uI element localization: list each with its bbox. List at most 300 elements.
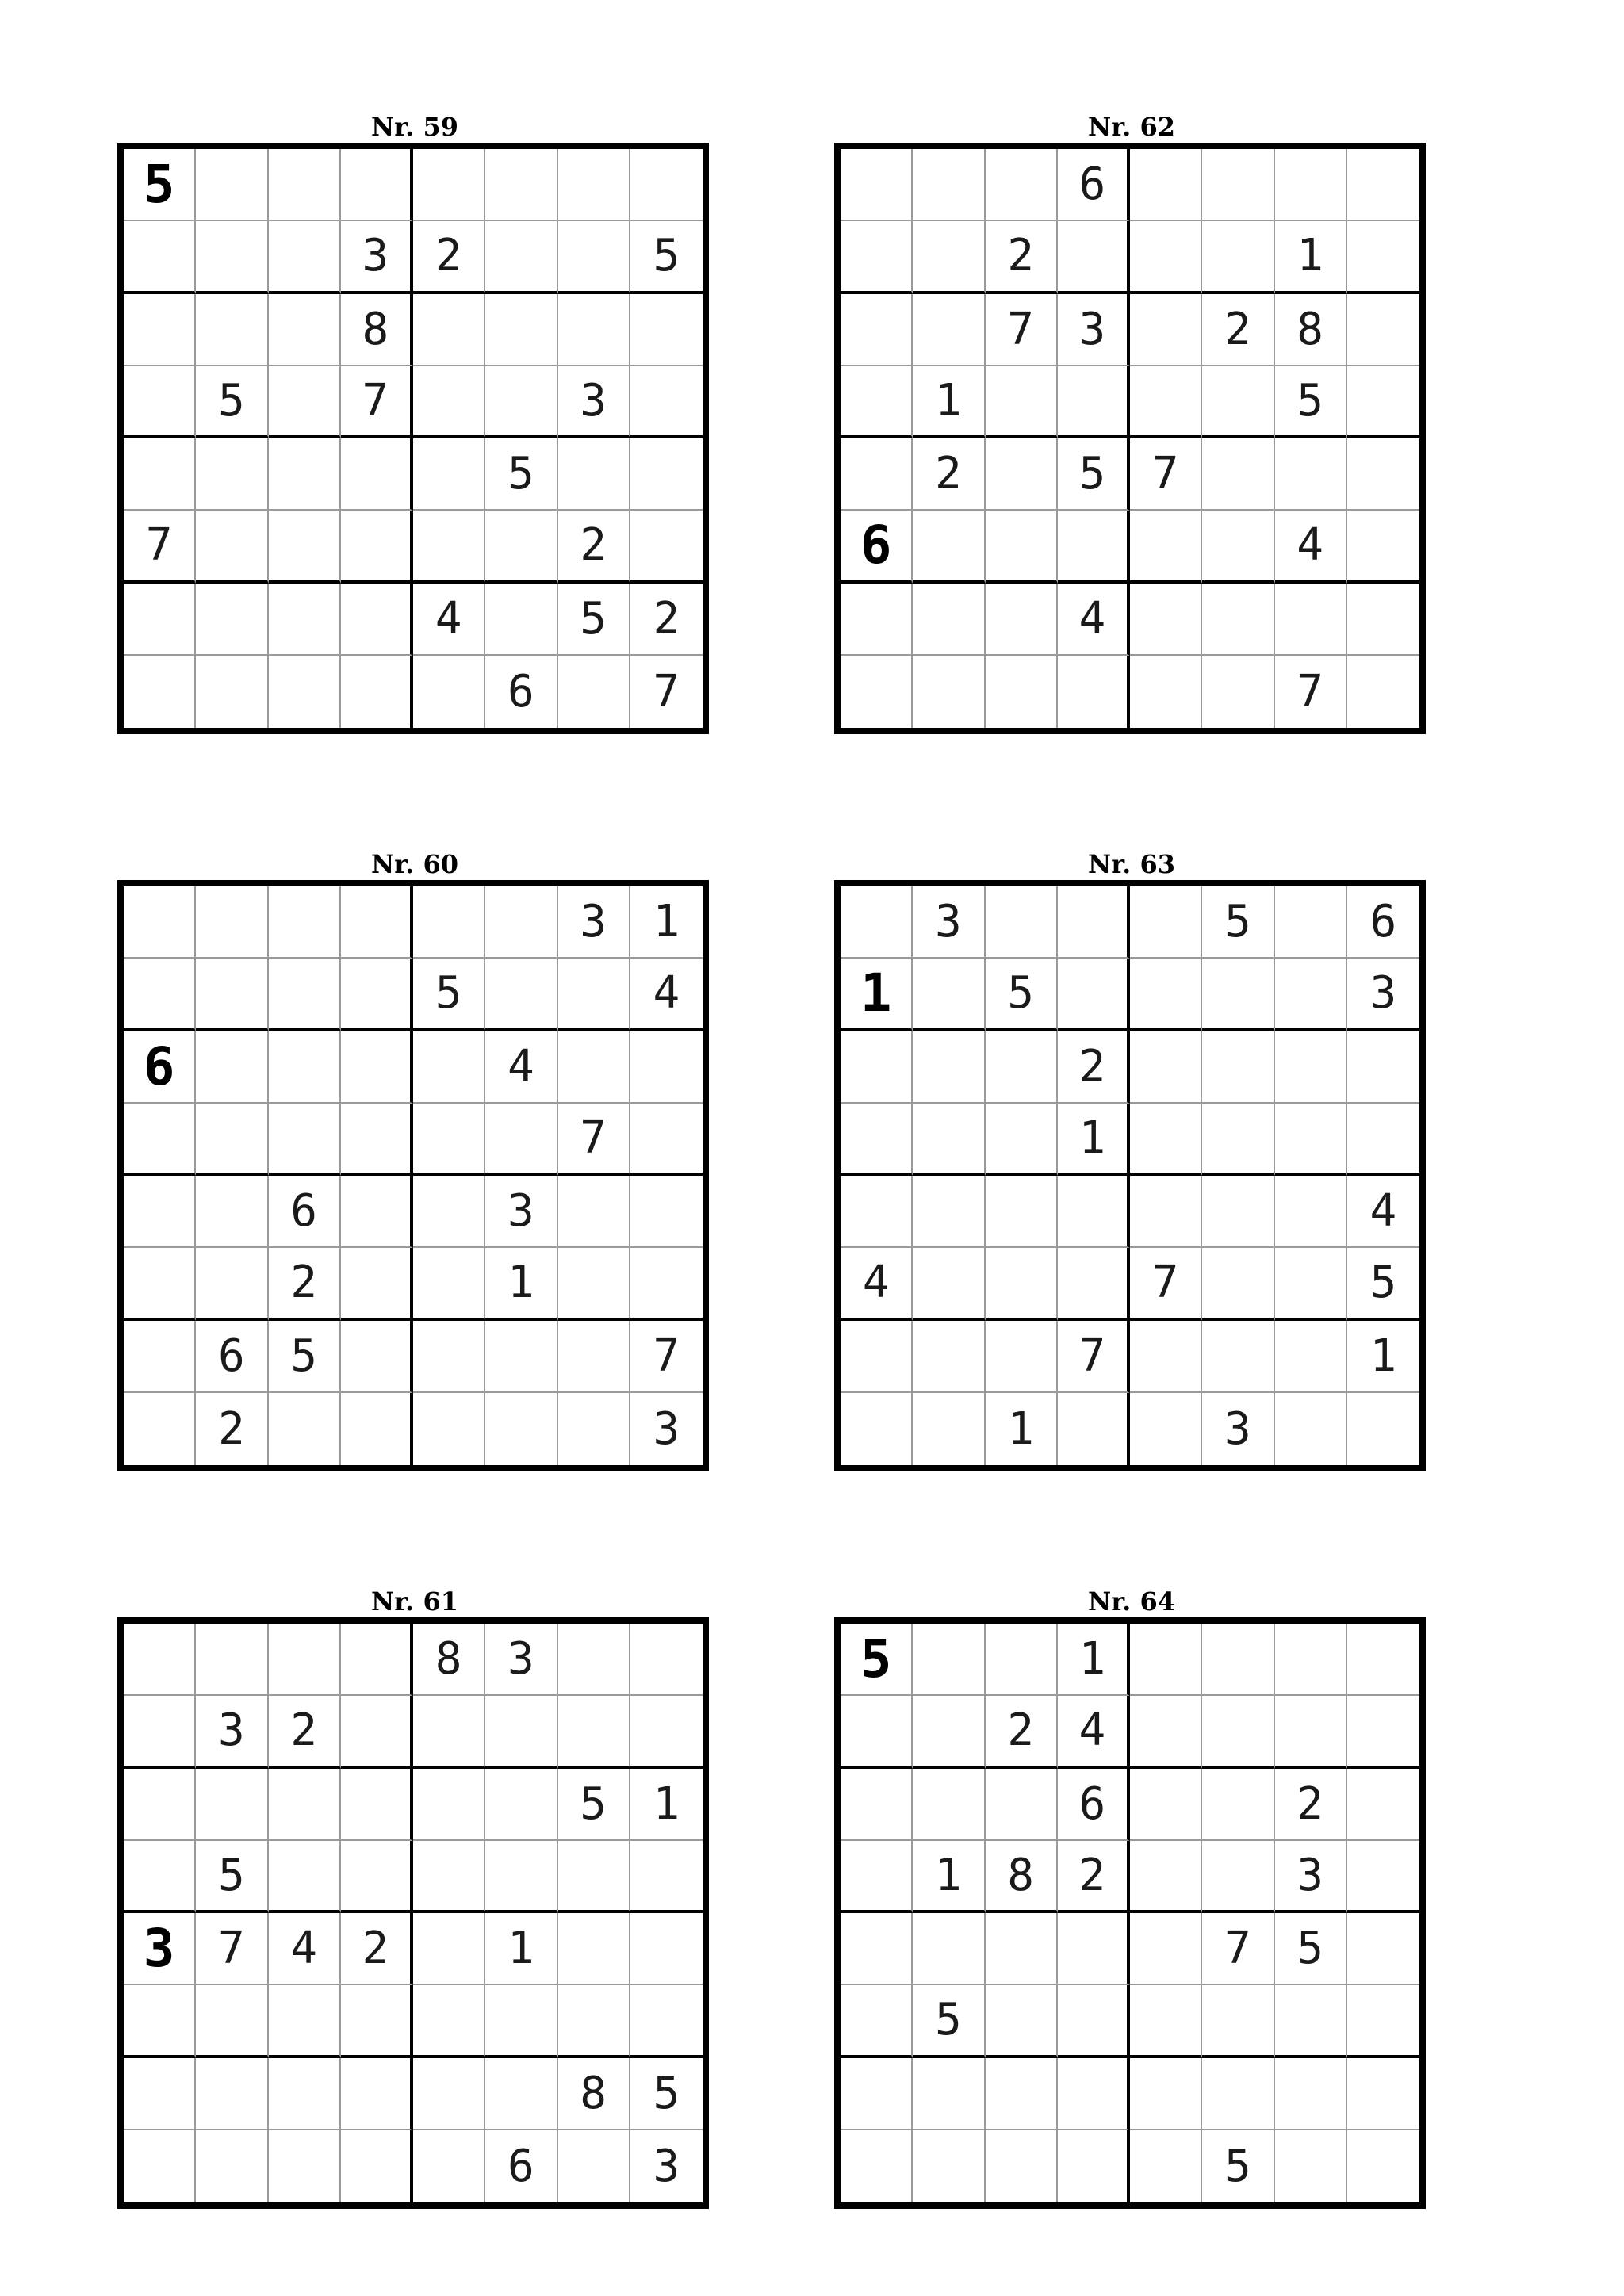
grid-cell[interactable] [841,1321,913,1393]
grid-cell[interactable] [269,656,341,728]
grid-cell[interactable] [1058,1248,1130,1320]
grid-cell[interactable] [485,2058,557,2130]
grid-cell[interactable] [1130,149,1202,221]
grid-cell[interactable] [341,1985,413,2057]
grid-cell[interactable] [269,2130,341,2202]
grid-cell[interactable]: 3 [196,1696,268,1768]
grid-cell[interactable] [1058,656,1130,728]
grid-cell[interactable] [630,1248,703,1320]
grid-cell[interactable] [413,1841,485,1913]
grid-cell[interactable] [1058,2130,1130,2202]
grid-cell[interactable] [485,1104,557,1176]
grid-cell[interactable] [1347,1104,1419,1176]
grid-cell[interactable] [986,1913,1058,1985]
grid-cell[interactable]: 1 [485,1913,557,1985]
grid-cell[interactable]: 1 [1347,1321,1419,1393]
grid-cell[interactable]: 8 [413,1624,485,1696]
grid-cell[interactable] [269,1985,341,2057]
grid-cell[interactable] [1130,1624,1202,1696]
grid-cell[interactable] [841,1913,913,1985]
grid-cell[interactable] [841,1176,913,1248]
grid-cell[interactable] [841,1841,913,1913]
grid-cell[interactable] [196,656,268,728]
grid-cell[interactable] [630,1031,703,1104]
grid-cell[interactable]: 5 [558,1769,630,1841]
grid-cell[interactable] [341,886,413,959]
grid-cell[interactable]: 5 [124,149,196,221]
grid-cell[interactable] [124,1248,196,1320]
grid-cell[interactable]: 4 [1058,584,1130,656]
grid-cell[interactable] [341,2058,413,2130]
grid-cell[interactable] [1202,2058,1274,2130]
grid-cell[interactable] [124,1696,196,1768]
grid-cell[interactable]: 3 [913,886,985,959]
grid-cell[interactable]: 3 [653,1402,680,1455]
grid-cell[interactable] [124,886,196,959]
grid-cell[interactable] [1202,1031,1274,1104]
grid-cell[interactable] [1202,1104,1274,1176]
grid-cell[interactable]: 5 [1202,886,1274,959]
grid-cell[interactable] [913,2058,985,2130]
grid-cell[interactable] [341,1769,413,1841]
grid-cell[interactable]: 1 [913,1841,985,1913]
grid-cell[interactable]: 1 [1058,1624,1130,1696]
grid-cell[interactable] [196,1104,268,1176]
grid-cell[interactable] [341,1841,413,1913]
grid-cell[interactable] [558,656,630,728]
grid-cell[interactable] [913,1769,985,1841]
grid-cell[interactable]: 6 [196,1321,268,1393]
grid-cell[interactable] [1130,1696,1202,1768]
grid-cell[interactable] [1347,438,1419,511]
grid-cell[interactable] [986,511,1058,583]
grid-cell[interactable]: 2 [1275,1769,1347,1841]
grid-cell[interactable]: 4 [413,584,485,656]
grid-cell[interactable] [413,1104,485,1176]
grid-cell[interactable] [124,2130,196,2202]
grid-cell[interactable] [413,1248,485,1320]
grid-cell[interactable] [124,1176,196,1248]
grid-cell[interactable] [1202,656,1274,728]
grid-cell[interactable]: 7 [1130,438,1202,511]
grid-cell[interactable] [1130,1841,1202,1913]
grid-cell[interactable] [1275,1321,1347,1393]
grid-cell[interactable] [630,1696,703,1768]
grid-cell[interactable] [1275,959,1347,1031]
grid-cell[interactable] [630,1913,703,1985]
grid-cell[interactable] [124,438,196,511]
grid-cell[interactable]: 1 [630,886,703,959]
grid-cell[interactable] [558,1624,630,1696]
grid-cell[interactable] [413,886,485,959]
grid-cell[interactable] [341,1393,413,1465]
grid-cell[interactable]: 1 [986,1393,1058,1465]
grid-cell[interactable]: 7 [1130,1248,1202,1320]
grid-cell[interactable] [630,1985,703,2057]
grid-cell[interactable] [196,1248,268,1320]
grid-cell[interactable] [1130,1985,1202,2057]
grid-cell[interactable] [841,656,913,728]
grid-cell[interactable] [269,366,341,438]
grid-cell[interactable] [196,1624,268,1696]
grid-cell[interactable] [269,1624,341,1696]
grid-cell[interactable]: 3 [1275,1841,1347,1913]
grid-cell[interactable] [124,1841,196,1913]
grid-cell[interactable] [1347,294,1419,366]
grid-cell[interactable] [841,438,913,511]
grid-cell[interactable] [1347,1393,1419,1465]
grid-cell[interactable] [1202,1696,1274,1768]
grid-cell[interactable] [124,1393,196,1465]
grid-cell[interactable] [1275,1176,1347,1248]
grid-cell[interactable] [413,149,485,221]
grid-cell[interactable] [341,1624,413,1696]
grid-cell[interactable] [124,584,196,656]
grid-cell[interactable]: 1 [913,366,985,438]
grid-cell[interactable] [1202,1248,1274,1320]
grid-cell[interactable]: 5 [630,221,703,293]
grid-cell[interactable] [1058,511,1130,583]
grid-cell[interactable] [1130,886,1202,959]
grid-cell[interactable]: 2 [269,1696,341,1768]
grid-cell[interactable] [341,656,413,728]
grid-cell[interactable] [913,1696,985,1768]
grid-cell[interactable] [1347,656,1419,728]
grid-cell[interactable]: 5 [1202,2130,1274,2202]
grid-cell[interactable] [341,584,413,656]
grid-cell[interactable] [841,1696,913,1768]
grid-cell[interactable] [1130,221,1202,293]
grid-cell[interactable] [269,438,341,511]
grid-cell[interactable]: 7 [1275,656,1347,728]
grid-cell[interactable] [1202,1321,1274,1393]
grid-cell[interactable] [913,511,985,583]
grid-cell[interactable] [986,2130,1058,2202]
grid-cell[interactable]: 2 [269,1248,341,1320]
grid-cell[interactable] [196,2058,268,2130]
grid-cell[interactable] [1275,2058,1347,2130]
grid-cell[interactable] [986,1176,1058,1248]
grid-cell[interactable] [269,294,341,366]
grid-cell[interactable] [413,2130,485,2202]
grid-cell[interactable]: 2 [913,438,985,511]
grid-cell[interactable] [196,221,268,293]
grid-cell[interactable] [196,1769,268,1841]
grid-cell[interactable] [558,149,630,221]
grid-cell[interactable] [1275,886,1347,959]
grid-cell[interactable] [413,1321,485,1393]
grid-cell[interactable] [913,1248,985,1320]
grid-cell[interactable] [841,1393,913,1465]
grid-cell[interactable] [1130,1321,1202,1393]
grid-cell[interactable] [269,1393,341,1465]
grid-cell[interactable] [1347,584,1419,656]
grid-cell[interactable]: 8 [1275,294,1347,366]
grid-cell[interactable] [196,438,268,511]
grid-cell[interactable] [413,294,485,366]
grid-cell[interactable] [1347,1913,1419,1985]
grid-cell[interactable] [485,366,557,438]
grid-cell[interactable]: 2 [341,1913,413,1985]
grid-cell[interactable] [1275,1696,1347,1768]
grid-cell[interactable] [341,1031,413,1104]
grid-cell[interactable] [1202,1624,1274,1696]
grid-cell[interactable]: 5 [485,438,557,511]
grid-cell[interactable]: 5 [413,959,485,1031]
grid-cell[interactable] [196,1031,268,1104]
grid-cell[interactable] [485,1696,557,1768]
grid-cell[interactable] [558,1248,630,1320]
grid-cell[interactable]: 5 [1058,438,1130,511]
grid-cell[interactable] [630,438,703,511]
grid-cell[interactable]: 7 [558,1104,630,1176]
grid-cell[interactable] [124,221,196,293]
grid-cell[interactable] [630,149,703,221]
grid-cell[interactable] [1202,366,1274,438]
grid-cell[interactable]: 2 [413,221,485,293]
grid-cell[interactable] [1202,1176,1274,1248]
grid-cell[interactable] [1347,1769,1419,1841]
grid-cell[interactable] [124,2058,196,2130]
grid-cell[interactable]: 6 [269,1176,341,1248]
grid-cell[interactable] [485,1321,557,1393]
grid-cell[interactable] [558,1841,630,1913]
grid-cell[interactable] [124,1104,196,1176]
grid-cell[interactable] [1275,438,1347,511]
grid-cell[interactable]: 5 [841,1624,913,1696]
grid-cell[interactable]: 6 [485,656,557,728]
grid-cell[interactable] [986,656,1058,728]
grid-cell[interactable]: 2 [1202,294,1274,366]
grid-cell[interactable] [413,1176,485,1248]
grid-cell[interactable] [913,1913,985,1985]
grid-cell[interactable] [630,1624,703,1696]
grid-cell[interactable] [1347,511,1419,583]
grid-cell[interactable] [1130,1031,1202,1104]
grid-cell[interactable]: 6 [1058,149,1130,221]
grid-cell[interactable]: 2 [986,221,1058,293]
grid-cell[interactable] [1130,1104,1202,1176]
grid-cell[interactable] [1058,1176,1130,1248]
grid-cell[interactable] [986,584,1058,656]
grid-cell[interactable] [341,438,413,511]
grid-cell[interactable]: 2 [986,1696,1058,1768]
grid-cell[interactable] [196,1985,268,2057]
grid-cell[interactable] [630,1841,703,1913]
grid-cell[interactable]: 8 [341,294,413,366]
grid-cell[interactable] [196,584,268,656]
grid-cell[interactable] [913,294,985,366]
grid-cell[interactable] [1058,886,1130,959]
grid-cell[interactable]: 4 [630,959,703,1031]
grid-cell[interactable] [341,1696,413,1768]
grid-cell[interactable] [1347,366,1419,438]
grid-cell[interactable] [341,1321,413,1393]
grid-cell[interactable]: 5 [196,1841,268,1913]
grid-cell[interactable] [1347,1031,1419,1104]
grid-cell[interactable] [341,511,413,583]
grid-cell[interactable] [485,1841,557,1913]
grid-cell[interactable]: 7 [986,294,1058,366]
grid-cell[interactable] [341,1248,413,1320]
grid-cell[interactable] [558,1031,630,1104]
grid-cell[interactable] [485,1985,557,2057]
grid-cell[interactable] [558,1696,630,1768]
grid-cell[interactable]: 3 [1058,294,1130,366]
grid-cell[interactable]: 5 [1347,1248,1419,1320]
grid-cell[interactable] [558,1393,630,1465]
grid-cell[interactable] [558,1913,630,1985]
grid-cell[interactable] [1130,959,1202,1031]
grid-cell[interactable] [986,1624,1058,1696]
grid-cell[interactable]: 3 [485,1176,557,1248]
grid-cell[interactable] [1347,2130,1419,2202]
grid-cell[interactable] [1275,1393,1347,1465]
grid-cell[interactable] [124,1321,196,1393]
grid-cell[interactable] [124,1985,196,2057]
grid-cell[interactable] [986,366,1058,438]
grid-cell[interactable]: 6 [1058,1769,1130,1841]
grid-cell[interactable]: 1 [841,959,913,1031]
grid-cell[interactable]: 4 [841,1248,913,1320]
grid-cell[interactable] [485,584,557,656]
grid-cell[interactable] [196,2130,268,2202]
grid-cell[interactable]: 3 [485,1624,557,1696]
grid-cell[interactable] [124,656,196,728]
grid-cell[interactable] [630,366,703,438]
grid-cell[interactable] [913,1321,985,1393]
grid-cell[interactable]: 5 [630,2058,703,2130]
grid-cell[interactable]: 6 [1347,886,1419,959]
grid-cell[interactable] [913,959,985,1031]
grid-cell[interactable]: 4 [1347,1176,1419,1248]
grid-cell[interactable]: 4 [1058,1696,1130,1768]
grid-cell[interactable] [986,1031,1058,1104]
grid-cell[interactable] [558,959,630,1031]
grid-cell[interactable] [986,1104,1058,1176]
grid-cell[interactable] [124,1624,196,1696]
grid-cell[interactable]: 6 [841,511,913,583]
grid-cell[interactable] [1058,1985,1130,2057]
grid-cell[interactable] [1275,2130,1347,2202]
grid-cell[interactable] [269,221,341,293]
grid-cell[interactable] [341,149,413,221]
grid-cell[interactable] [913,2130,985,2202]
grid-cell[interactable] [1347,149,1419,221]
grid-cell[interactable]: 1 [1058,1104,1130,1176]
grid-cell[interactable] [986,438,1058,511]
grid-cell[interactable] [913,656,985,728]
grid-cell[interactable] [1130,511,1202,583]
grid-cell[interactable] [341,1176,413,1248]
grid-cell[interactable] [485,149,557,221]
grid-cell[interactable] [196,511,268,583]
grid-cell[interactable] [269,959,341,1031]
grid-cell[interactable] [1058,1393,1130,1465]
grid-cell[interactable] [841,149,913,221]
grid-cell[interactable] [485,959,557,1031]
grid-cell[interactable] [1275,149,1347,221]
grid-cell[interactable] [1202,438,1274,511]
grid-cell[interactable] [986,1769,1058,1841]
grid-cell[interactable] [913,1104,985,1176]
grid-cell[interactable]: 2 [630,584,703,656]
grid-cell[interactable] [841,1031,913,1104]
grid-cell[interactable]: 3 [1202,1393,1274,1465]
grid-cell[interactable]: 6 [124,1031,196,1104]
grid-cell[interactable] [986,1321,1058,1393]
grid-cell[interactable] [124,1769,196,1841]
grid-cell[interactable] [841,886,913,959]
grid-cell[interactable]: 2 [1058,1031,1130,1104]
grid-cell[interactable] [1202,1841,1274,1913]
grid-cell[interactable] [1130,2058,1202,2130]
grid-cell[interactable] [1130,366,1202,438]
grid-cell[interactable] [841,1769,913,1841]
grid-cell[interactable] [986,886,1058,959]
grid-cell[interactable] [269,2058,341,2130]
grid-cell[interactable] [1130,656,1202,728]
grid-cell[interactable] [413,1031,485,1104]
grid-cell[interactable] [913,221,985,293]
grid-cell[interactable] [986,1985,1058,2057]
grid-cell[interactable] [413,2058,485,2130]
grid-cell[interactable] [1202,511,1274,583]
grid-cell[interactable] [841,294,913,366]
grid-cell[interactable] [124,294,196,366]
grid-cell[interactable]: 7 [653,665,680,718]
grid-cell[interactable] [841,366,913,438]
grid-cell[interactable]: 5 [986,959,1058,1031]
grid-cell[interactable] [1202,1769,1274,1841]
grid-cell[interactable]: 2 [558,511,630,583]
grid-cell[interactable] [341,1104,413,1176]
grid-cell[interactable] [413,1985,485,2057]
grid-cell[interactable]: 3 [653,2140,680,2192]
grid-cell[interactable] [558,1985,630,2057]
grid-cell[interactable] [269,584,341,656]
grid-cell[interactable] [558,1321,630,1393]
grid-cell[interactable] [196,149,268,221]
grid-cell[interactable] [986,2058,1058,2130]
grid-cell[interactable] [986,149,1058,221]
grid-cell[interactable] [485,221,557,293]
grid-cell[interactable] [1130,294,1202,366]
grid-cell[interactable] [913,1624,985,1696]
grid-cell[interactable] [1347,1841,1419,1913]
grid-cell[interactable] [413,1393,485,1465]
grid-cell[interactable] [1202,959,1274,1031]
grid-cell[interactable] [413,438,485,511]
grid-cell[interactable] [913,149,985,221]
grid-cell[interactable]: 8 [558,2058,630,2130]
grid-cell[interactable] [196,294,268,366]
grid-cell[interactable] [1130,584,1202,656]
grid-cell[interactable] [630,511,703,583]
grid-cell[interactable]: 4 [485,1031,557,1104]
grid-cell[interactable] [413,656,485,728]
grid-cell[interactable] [1058,2058,1130,2130]
grid-cell[interactable] [841,1985,913,2057]
grid-cell[interactable] [1347,2058,1419,2130]
grid-cell[interactable]: 1 [1275,221,1347,293]
grid-cell[interactable] [1202,584,1274,656]
grid-cell[interactable] [1347,221,1419,293]
grid-cell[interactable] [841,2130,913,2202]
grid-cell[interactable]: 7 [1202,1913,1274,1985]
grid-cell[interactable] [1130,1913,1202,1985]
grid-cell[interactable]: 7 [1058,1321,1130,1393]
